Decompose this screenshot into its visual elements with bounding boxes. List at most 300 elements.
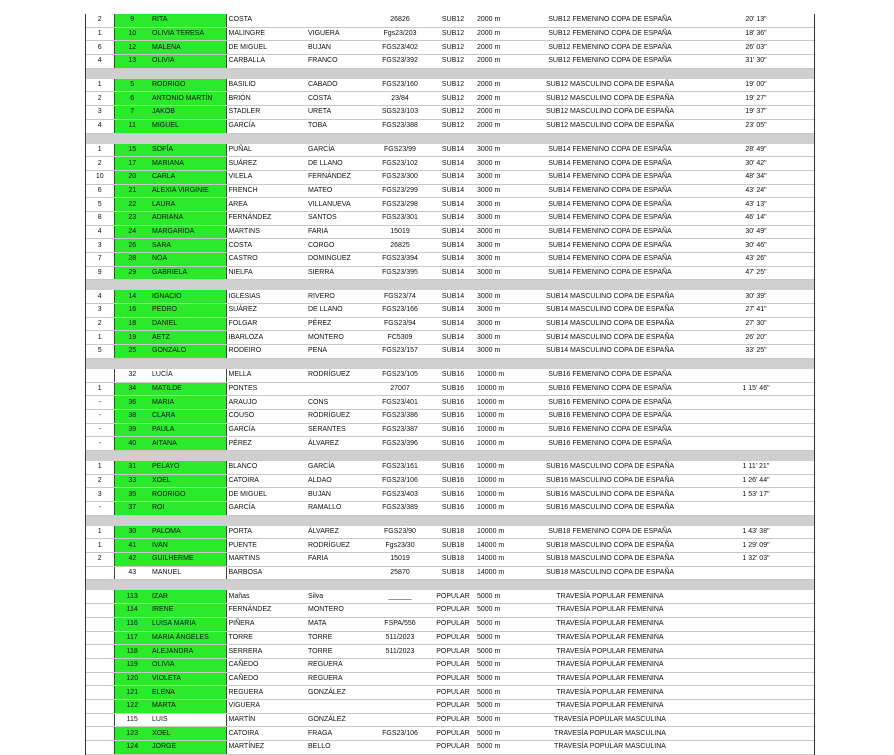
bib-number-cell: 36 <box>114 396 150 410</box>
time-cell: 27' 30" <box>698 317 814 331</box>
table-row <box>86 27 814 41</box>
bib-number-cell: 19 <box>114 331 150 345</box>
position-cell: 6 <box>86 184 114 198</box>
surname-2-cell <box>306 566 368 580</box>
results-body <box>86 14 814 754</box>
first-name-cell: OLIVIA <box>150 55 226 69</box>
results-sheet <box>85 14 815 755</box>
event-cell: TRAVESÍA POPULAR FEMENINA <box>522 645 698 659</box>
license-cell: FGS23/161 <box>368 461 432 474</box>
position-cell: 8 <box>86 211 114 225</box>
surname-1-cell: BLANCO <box>226 461 306 474</box>
table-row <box>86 14 814 27</box>
category-cell: SUB14 <box>432 304 474 318</box>
first-name-cell: IZAR <box>150 590 226 603</box>
bib-number-cell: 41 <box>114 539 150 553</box>
first-name-cell: MARIA ÁNGELES <box>150 631 226 645</box>
table-row <box>86 290 814 303</box>
surname-1-cell: CATOIRA <box>226 727 306 741</box>
table-row <box>86 658 814 672</box>
license-cell: 511/2023 <box>368 631 432 645</box>
surname-2-cell <box>306 699 368 713</box>
license-cell: FGS23/401 <box>368 396 432 410</box>
category-cell: SUB18 <box>432 539 474 553</box>
table-row <box>86 474 814 488</box>
table-row <box>86 266 814 280</box>
bib-number-cell: 117 <box>114 631 150 645</box>
event-cell: SUB14 MASCULINO COPA DE ESPAÑA <box>522 317 698 331</box>
position-cell: 1 <box>86 526 114 539</box>
first-name-cell: MATILDE <box>150 382 226 396</box>
category-cell: SUB16 <box>432 502 474 516</box>
category-cell: SUB16 <box>432 423 474 437</box>
distance-cell: 2000 m <box>474 41 522 55</box>
bib-number-cell: 10 <box>114 27 150 41</box>
surname-2-cell: RIVERO <box>306 290 368 303</box>
distance-cell: 10000 m <box>474 423 522 437</box>
event-cell: SUB12 FEMENINO COPA DE ESPAÑA <box>522 14 698 27</box>
surname-1-cell: PUÑAL <box>226 144 306 157</box>
time-cell <box>698 727 814 741</box>
time-cell: 23' 05" <box>698 119 814 133</box>
first-name-cell: VIOLETA <box>150 672 226 686</box>
position-cell <box>86 645 114 659</box>
first-name-cell: AETZ <box>150 331 226 345</box>
category-cell: SUB14 <box>432 253 474 267</box>
distance-cell: 2000 m <box>474 92 522 106</box>
position-cell <box>86 617 114 631</box>
time-cell <box>698 396 814 410</box>
separator-bar <box>86 358 814 369</box>
bib-number-cell: 22 <box>114 198 150 212</box>
bib-number-cell: 12 <box>114 41 150 55</box>
distance-cell: 3000 m <box>474 304 522 318</box>
surname-2-cell: DE LLANO <box>306 304 368 318</box>
position-cell: 1 <box>86 144 114 157</box>
category-cell: SUB18 <box>432 526 474 539</box>
surname-2-cell: TORRE <box>306 631 368 645</box>
surname-2-cell: GARCÍA <box>306 461 368 474</box>
time-cell: 1 15' 46" <box>698 382 814 396</box>
license-cell: FGS23/74 <box>368 290 432 303</box>
distance-cell: 5000 m <box>474 617 522 631</box>
table-row <box>86 437 814 451</box>
surname-1-cell: CARBALLA <box>226 55 306 69</box>
first-name-cell: PEDRO <box>150 304 226 318</box>
distance-cell: 3000 m <box>474 184 522 198</box>
license-cell: FGS23/394 <box>368 253 432 267</box>
license-cell: FGS23/94 <box>368 317 432 331</box>
surname-2-cell: CONS <box>306 396 368 410</box>
surname-2-cell: VIGUERA <box>306 27 368 41</box>
event-cell: SUB14 FEMENINO COPA DE ESPAÑA <box>522 198 698 212</box>
license-cell: FGS23/105 <box>368 369 432 382</box>
event-cell: TRAVESÍA POPULAR FEMENINA <box>522 617 698 631</box>
event-cell: SUB14 FEMENINO COPA DE ESPAÑA <box>522 266 698 280</box>
distance-cell: 10000 m <box>474 396 522 410</box>
license-cell: FSPA/556 <box>368 617 432 631</box>
surname-2-cell: FERNÁNDEZ <box>306 170 368 184</box>
table-row <box>86 672 814 686</box>
event-cell: SUB16 FEMENINO COPA DE ESPAÑA <box>522 409 698 423</box>
table-row <box>86 727 814 741</box>
first-name-cell: MARTA <box>150 699 226 713</box>
distance-cell: 5000 m <box>474 631 522 645</box>
bib-number-cell: 115 <box>114 713 150 727</box>
time-cell <box>698 590 814 603</box>
license-cell: FC5309 <box>368 331 432 345</box>
category-cell: SUB16 <box>432 461 474 474</box>
license-cell: FGS23/102 <box>368 157 432 171</box>
bib-number-cell: 42 <box>114 553 150 567</box>
time-cell <box>698 617 814 631</box>
distance-cell: 14000 m <box>474 539 522 553</box>
first-name-cell: IGNACIO <box>150 290 226 303</box>
surname-2-cell: COSTA <box>306 92 368 106</box>
table-row <box>86 590 814 603</box>
bib-number-cell: 13 <box>114 55 150 69</box>
bib-number-cell: 31 <box>114 461 150 474</box>
position-cell <box>86 566 114 580</box>
first-name-cell: CLARA <box>150 409 226 423</box>
position-cell: 7 <box>86 253 114 267</box>
license-cell: 26826 <box>368 14 432 27</box>
first-name-cell: JORGE <box>150 741 226 755</box>
separator-bar <box>86 580 814 591</box>
bib-number-cell: 25 <box>114 345 150 359</box>
time-cell <box>698 686 814 700</box>
category-cell: SUB16 <box>432 396 474 410</box>
table-row <box>86 225 814 239</box>
surname-1-cell: FOLGAR <box>226 317 306 331</box>
table-row <box>86 604 814 618</box>
table-row <box>86 198 814 212</box>
bib-number-cell: 123 <box>114 727 150 741</box>
category-cell: SUB16 <box>432 369 474 382</box>
bib-number-cell: 39 <box>114 423 150 437</box>
first-name-cell: ELENA <box>150 686 226 700</box>
surname-2-cell: FRANCO <box>306 55 368 69</box>
distance-cell: 5000 m <box>474 590 522 603</box>
event-cell: TRAVESÍA POPULAR MASCULINA <box>522 741 698 755</box>
license-cell: 23/84 <box>368 92 432 106</box>
license-cell: FGS23/396 <box>368 437 432 451</box>
license-cell <box>368 713 432 727</box>
license-cell: 511/2023 <box>368 645 432 659</box>
bib-number-cell: 118 <box>114 645 150 659</box>
event-cell: TRAVESÍA POPULAR FEMENINA <box>522 699 698 713</box>
position-cell: - <box>86 396 114 410</box>
position-cell: 3 <box>86 488 114 502</box>
table-row <box>86 631 814 645</box>
surname-2-cell: BELLO <box>306 741 368 755</box>
surname-2-cell: GONZÁLEZ <box>306 713 368 727</box>
category-cell: POPULAR <box>432 604 474 618</box>
first-name-cell: MALENA <box>150 41 226 55</box>
surname-1-cell: TORRE <box>226 631 306 645</box>
license-cell <box>368 699 432 713</box>
table-row <box>86 396 814 410</box>
position-cell: 1 <box>86 27 114 41</box>
position-cell: 1 <box>86 539 114 553</box>
time-cell: 26' 03" <box>698 41 814 55</box>
table-row <box>86 184 814 198</box>
surname-1-cell: COSTA <box>226 239 306 253</box>
distance-cell: 3000 m <box>474 144 522 157</box>
license-cell: FGS23/300 <box>368 170 432 184</box>
position-cell: 4 <box>86 119 114 133</box>
bib-number-cell: 30 <box>114 526 150 539</box>
category-cell: SUB18 <box>432 566 474 580</box>
bib-number-cell: 124 <box>114 741 150 755</box>
first-name-cell: PAULA <box>150 423 226 437</box>
separator-bar <box>86 280 814 291</box>
event-cell: SUB12 FEMENINO COPA DE ESPAÑA <box>522 41 698 55</box>
time-cell: 19' 00" <box>698 79 814 92</box>
bib-number-cell: 119 <box>114 658 150 672</box>
license-cell: 15019 <box>368 553 432 567</box>
position-cell: 4 <box>86 290 114 303</box>
distance-cell: 3000 m <box>474 239 522 253</box>
event-cell: SUB12 MASCULINO COPA DE ESPAÑA <box>522 92 698 106</box>
surname-2-cell: CABADO <box>306 79 368 92</box>
event-cell: TRAVESÍA POPULAR FEMENINA <box>522 658 698 672</box>
surname-2-cell: GARCÍA <box>306 144 368 157</box>
bib-number-cell: 15 <box>114 144 150 157</box>
bib-number-cell: 113 <box>114 590 150 603</box>
first-name-cell: OLIVIA TERESA <box>150 27 226 41</box>
distance-cell: 2000 m <box>474 106 522 120</box>
bib-number-cell: 38 <box>114 409 150 423</box>
first-name-cell: MIGUEL <box>150 119 226 133</box>
surname-1-cell: BARBOSA <box>226 566 306 580</box>
surname-1-cell: CAÑEDO <box>226 658 306 672</box>
distance-cell: 2000 m <box>474 79 522 92</box>
surname-2-cell: FARIA <box>306 225 368 239</box>
time-cell: 43' 13" <box>698 198 814 212</box>
surname-1-cell: MARTÍNEZ <box>226 741 306 755</box>
surname-2-cell: REGUERA <box>306 672 368 686</box>
position-cell: 4 <box>86 55 114 69</box>
surname-1-cell: MELLA <box>226 369 306 382</box>
time-cell <box>698 566 814 580</box>
distance-cell: 3000 m <box>474 290 522 303</box>
time-cell <box>698 672 814 686</box>
surname-2-cell: RODRÍGUEZ <box>306 539 368 553</box>
position-cell: 1 <box>86 461 114 474</box>
license-cell: FGS23/90 <box>368 526 432 539</box>
time-cell: 1 43' 38" <box>698 526 814 539</box>
license-cell <box>368 604 432 618</box>
surname-1-cell: BRIÓN <box>226 92 306 106</box>
surname-2-cell: PÉREZ <box>306 317 368 331</box>
position-cell: - <box>86 409 114 423</box>
position-cell <box>86 727 114 741</box>
surname-2-cell: BUJAN <box>306 488 368 502</box>
event-cell: SUB14 MASCULINO COPA DE ESPAÑA <box>522 304 698 318</box>
surname-1-cell: Mañas <box>226 590 306 603</box>
surname-1-cell: FERNÁNDEZ <box>226 604 306 618</box>
first-name-cell: LAURA <box>150 198 226 212</box>
distance-cell: 10000 m <box>474 474 522 488</box>
license-cell <box>368 741 432 755</box>
table-row <box>86 157 814 171</box>
time-cell <box>698 645 814 659</box>
group-separator <box>86 450 814 461</box>
surname-2-cell: FARIA <box>306 553 368 567</box>
position-cell: 2 <box>86 14 114 27</box>
distance-cell: 10000 m <box>474 409 522 423</box>
table-row <box>86 331 814 345</box>
surname-1-cell: IBARLOZA <box>226 331 306 345</box>
event-cell: SUB16 MASCULINO COPA DE ESPAÑA <box>522 474 698 488</box>
table-row <box>86 345 814 359</box>
event-cell: SUB14 FEMENINO COPA DE ESPAÑA <box>522 157 698 171</box>
first-name-cell: ROI <box>150 502 226 516</box>
first-name-cell: GUILHERME <box>150 553 226 567</box>
table-row <box>86 566 814 580</box>
license-cell <box>368 672 432 686</box>
bib-number-cell: 120 <box>114 672 150 686</box>
event-cell: SUB14 MASCULINO COPA DE ESPAÑA <box>522 345 698 359</box>
surname-2-cell: SANTOS <box>306 211 368 225</box>
category-cell: SUB12 <box>432 119 474 133</box>
time-cell <box>698 658 814 672</box>
category-cell: POPULAR <box>432 590 474 603</box>
surname-2-cell: TOBA <box>306 119 368 133</box>
table-row <box>86 741 814 755</box>
table-row <box>86 211 814 225</box>
surname-1-cell: DE MIGUEL <box>226 488 306 502</box>
category-cell: POPULAR <box>432 727 474 741</box>
category-cell: SUB14 <box>432 290 474 303</box>
group-separator <box>86 358 814 369</box>
surname-1-cell: RODEIRO <box>226 345 306 359</box>
surname-2-cell: MATEO <box>306 184 368 198</box>
distance-cell: 10000 m <box>474 369 522 382</box>
time-cell: 1 53' 17" <box>698 488 814 502</box>
distance-cell: 2000 m <box>474 55 522 69</box>
event-cell: SUB12 MASCULINO COPA DE ESPAÑA <box>522 79 698 92</box>
surname-1-cell: CATOIRA <box>226 474 306 488</box>
first-name-cell: LUISA MARIA <box>150 617 226 631</box>
time-cell <box>698 369 814 382</box>
group-separator <box>86 280 814 291</box>
distance-cell: 5000 m <box>474 672 522 686</box>
first-name-cell: IRENE <box>150 604 226 618</box>
first-name-cell: PELAYO <box>150 461 226 474</box>
surname-2-cell: SIERRA <box>306 266 368 280</box>
first-name-cell: MANUEL <box>150 566 226 580</box>
bib-number-cell: 26 <box>114 239 150 253</box>
category-cell: SUB16 <box>432 474 474 488</box>
bib-number-cell: 40 <box>114 437 150 451</box>
distance-cell: 14000 m <box>474 553 522 567</box>
license-cell: FGS23/301 <box>368 211 432 225</box>
event-cell: SUB14 FEMENINO COPA DE ESPAÑA <box>522 225 698 239</box>
position-cell: 4 <box>86 225 114 239</box>
surname-2-cell: BUJAN <box>306 41 368 55</box>
position-cell: 2 <box>86 92 114 106</box>
license-cell: 27007 <box>368 382 432 396</box>
bib-number-cell: 17 <box>114 157 150 171</box>
surname-1-cell: DE MIGUEL <box>226 41 306 55</box>
time-cell: 43' 24" <box>698 184 814 198</box>
position-cell: 3 <box>86 239 114 253</box>
table-row <box>86 382 814 396</box>
position-cell: 10 <box>86 170 114 184</box>
first-name-cell: MARGARIDA <box>150 225 226 239</box>
category-cell: SUB12 <box>432 106 474 120</box>
table-row <box>86 41 814 55</box>
distance-cell: 2000 m <box>474 14 522 27</box>
first-name-cell: JAKOB <box>150 106 226 120</box>
category-cell: SUB14 <box>432 266 474 280</box>
surname-1-cell: REGUERA <box>226 686 306 700</box>
distance-cell: 10000 m <box>474 382 522 396</box>
event-cell: TRAVESÍA POPULAR FEMENINA <box>522 590 698 603</box>
distance-cell: 3000 m <box>474 211 522 225</box>
event-cell: SUB14 FEMENINO COPA DE ESPAÑA <box>522 253 698 267</box>
category-cell: SUB16 <box>432 409 474 423</box>
bib-number-cell: 7 <box>114 106 150 120</box>
event-cell: TRAVESÍA POPULAR FEMENINA <box>522 686 698 700</box>
surname-1-cell: AREA <box>226 198 306 212</box>
distance-cell: 2000 m <box>474 27 522 41</box>
position-cell <box>86 699 114 713</box>
distance-cell: 5000 m <box>474 645 522 659</box>
table-row <box>86 369 814 382</box>
first-name-cell: OLIVIA <box>150 658 226 672</box>
surname-2-cell <box>306 14 368 27</box>
distance-cell: 14000 m <box>474 566 522 580</box>
position-cell: 5 <box>86 345 114 359</box>
time-cell: 48' 34" <box>698 170 814 184</box>
surname-2-cell: Silva <box>306 590 368 603</box>
surname-2-cell: MONTERO <box>306 604 368 618</box>
table-row <box>86 55 814 69</box>
surname-2-cell: GONZÁLEZ <box>306 686 368 700</box>
time-cell <box>698 699 814 713</box>
event-cell: TRAVESÍA POPULAR MASCULINA <box>522 727 698 741</box>
event-cell: SUB16 FEMENINO COPA DE ESPAÑA <box>522 369 698 382</box>
category-cell: SUB14 <box>432 317 474 331</box>
category-cell: SUB14 <box>432 331 474 345</box>
bib-number-cell: 35 <box>114 488 150 502</box>
surname-2-cell: MONTERO <box>306 331 368 345</box>
bib-number-cell: 20 <box>114 170 150 184</box>
bib-number-cell: 29 <box>114 266 150 280</box>
first-name-cell: PALOMA <box>150 526 226 539</box>
event-cell: SUB18 MASCULINO COPA DE ESPAÑA <box>522 553 698 567</box>
distance-cell: 3000 m <box>474 266 522 280</box>
position-cell <box>86 741 114 755</box>
position-cell <box>86 658 114 672</box>
surname-2-cell: ALDAO <box>306 474 368 488</box>
surname-1-cell: CASTRO <box>226 253 306 267</box>
license-cell: FGS23/402 <box>368 41 432 55</box>
bib-number-cell: 21 <box>114 184 150 198</box>
distance-cell: 10000 m <box>474 488 522 502</box>
license-cell: FGS23/386 <box>368 409 432 423</box>
category-cell: SUB12 <box>432 92 474 106</box>
category-cell: POPULAR <box>432 631 474 645</box>
event-cell: SUB16 MASCULINO COPA DE ESPAÑA <box>522 502 698 516</box>
time-cell: 1 29' 09" <box>698 539 814 553</box>
time-cell: 33' 25" <box>698 345 814 359</box>
license-cell <box>368 686 432 700</box>
category-cell: SUB14 <box>432 239 474 253</box>
